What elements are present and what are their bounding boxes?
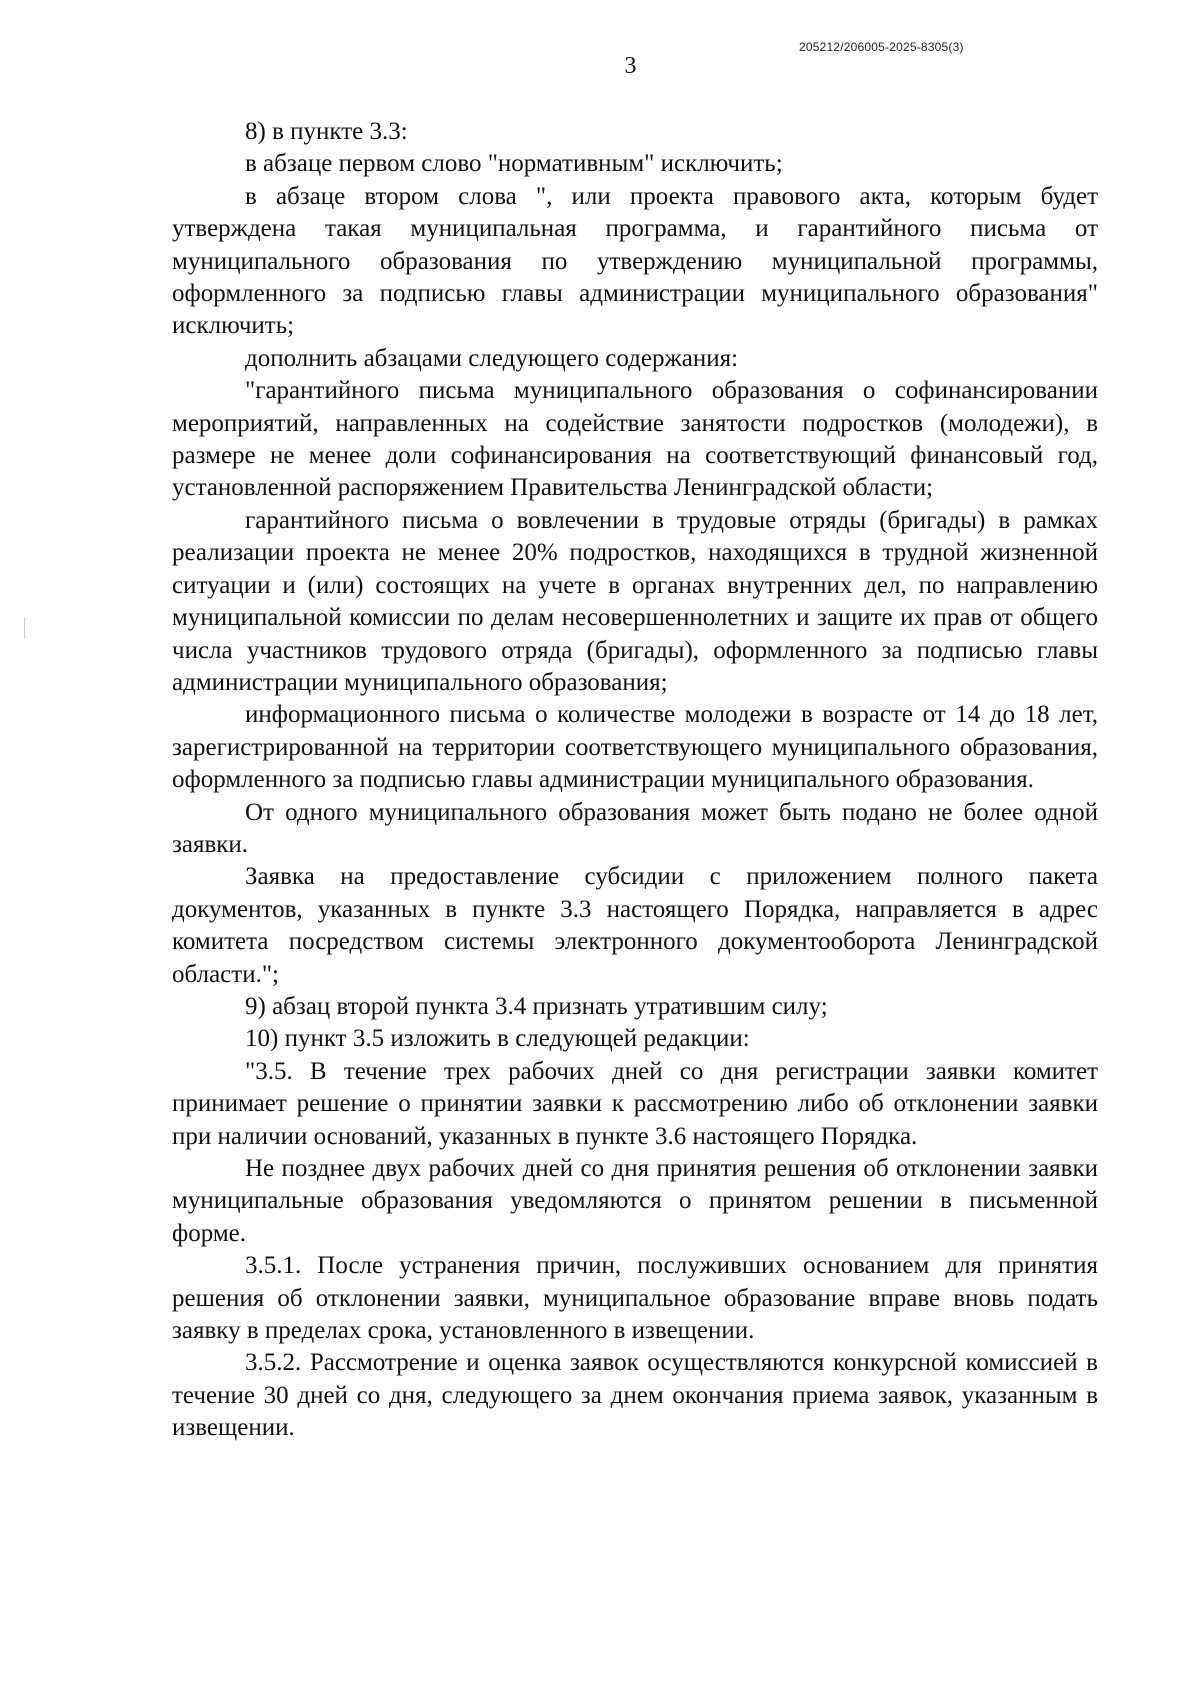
paragraph: в абзаце втором слова ", или проекта правового акта, которым будет утверждена такая муниципальная программа, и гарантийного письма от муниципального образования по утверждению муниципальной программы, оформленного за подписью главы администрации муниципального образования" исключить; [172,182,1098,340]
paragraph: информационного письма о количестве молодежи в возрасте от 14 до 18 лет, зарегистрированной на территории соответствующего муниципального образования, оформленного за подписью главы администрации муниципального образования. [172,701,1098,794]
paragraph: 9) абзац второй пункта 3.4 признать утратившим силу; [245,992,828,1020]
document-id: 205212/206005-2025-8305(3) [799,40,964,54]
paragraph: От одного муниципального образования может быть подано не более одной заявки. [172,798,1098,858]
scan-mark [24,617,25,639]
paragraph: "гарантийного письма муниципального образования о софинансировании мероприятий, направленных на содействие занятости подростков (молодежи), в размере не менее доли софинансирования на соответствующий финансовый год, установленной распоряжением Правительства Ленинградской области; [172,377,1098,502]
paragraph: 3.5.1. После устранения причин, послуживших основанием для принятия решения об отклонении заявки, муниципальное образование вправе вновь подать заявку в пределах срока, установленного в извещении. [172,1252,1098,1345]
document-body [172,116,1098,1445]
paragraph: "3.5. В течение трех рабочих дней со дня регистрации заявки комитет принимает решение о принятии заявки к рассмотрению либо об отклонении заявки при наличии оснований, указанных в пункте 3.6 настоящего Порядка. [172,1057,1098,1150]
paragraph: Не позднее двух рабочих дней со дня принятия решения об отклонении заявки муниципальные образования уведомляются о принятом решении в письменной форме. [172,1155,1098,1247]
page-number: 3 [624,53,637,79]
paragraph: 3.5.2. Рассмотрение и оценка заявок осуществляются конкурсной комиссией в течение 30 дней со дня, следующего за днем окончания приема заявок, указанным в извещении. [172,1349,1098,1442]
paragraph: гарантийного письма о вовлечении в трудовые отряды (бригады) в рамках реализации проекта не менее 20% подростков, находящихся в трудной жизненной ситуации и (или) состоящих на учете в органах внутренних дел, по направлению муниципальной комиссии по делам несовершеннолетних и защите их прав от общего числа участников трудового отряда (бригады), оформленного за подписью главы администрации муниципального образования; [172,506,1098,696]
paragraph: Заявка на предоставление субсидии с приложением полного пакета документов, указанных в пункте 3.3 настоящего Порядка, направляется в адрес комитета посредством системы электронного документооборота Ленинградской области."; [172,863,1098,988]
paragraph: в абзаце первом слово "нормативным" исключить; [245,150,783,178]
paragraph: 8) в пункте 3.3: [245,118,408,145]
paragraph: 10) пункт 3.5 изложить в следующей редакции: [245,1025,750,1053]
paragraph: дополнить абзацами следующего содержания: [245,344,739,372]
